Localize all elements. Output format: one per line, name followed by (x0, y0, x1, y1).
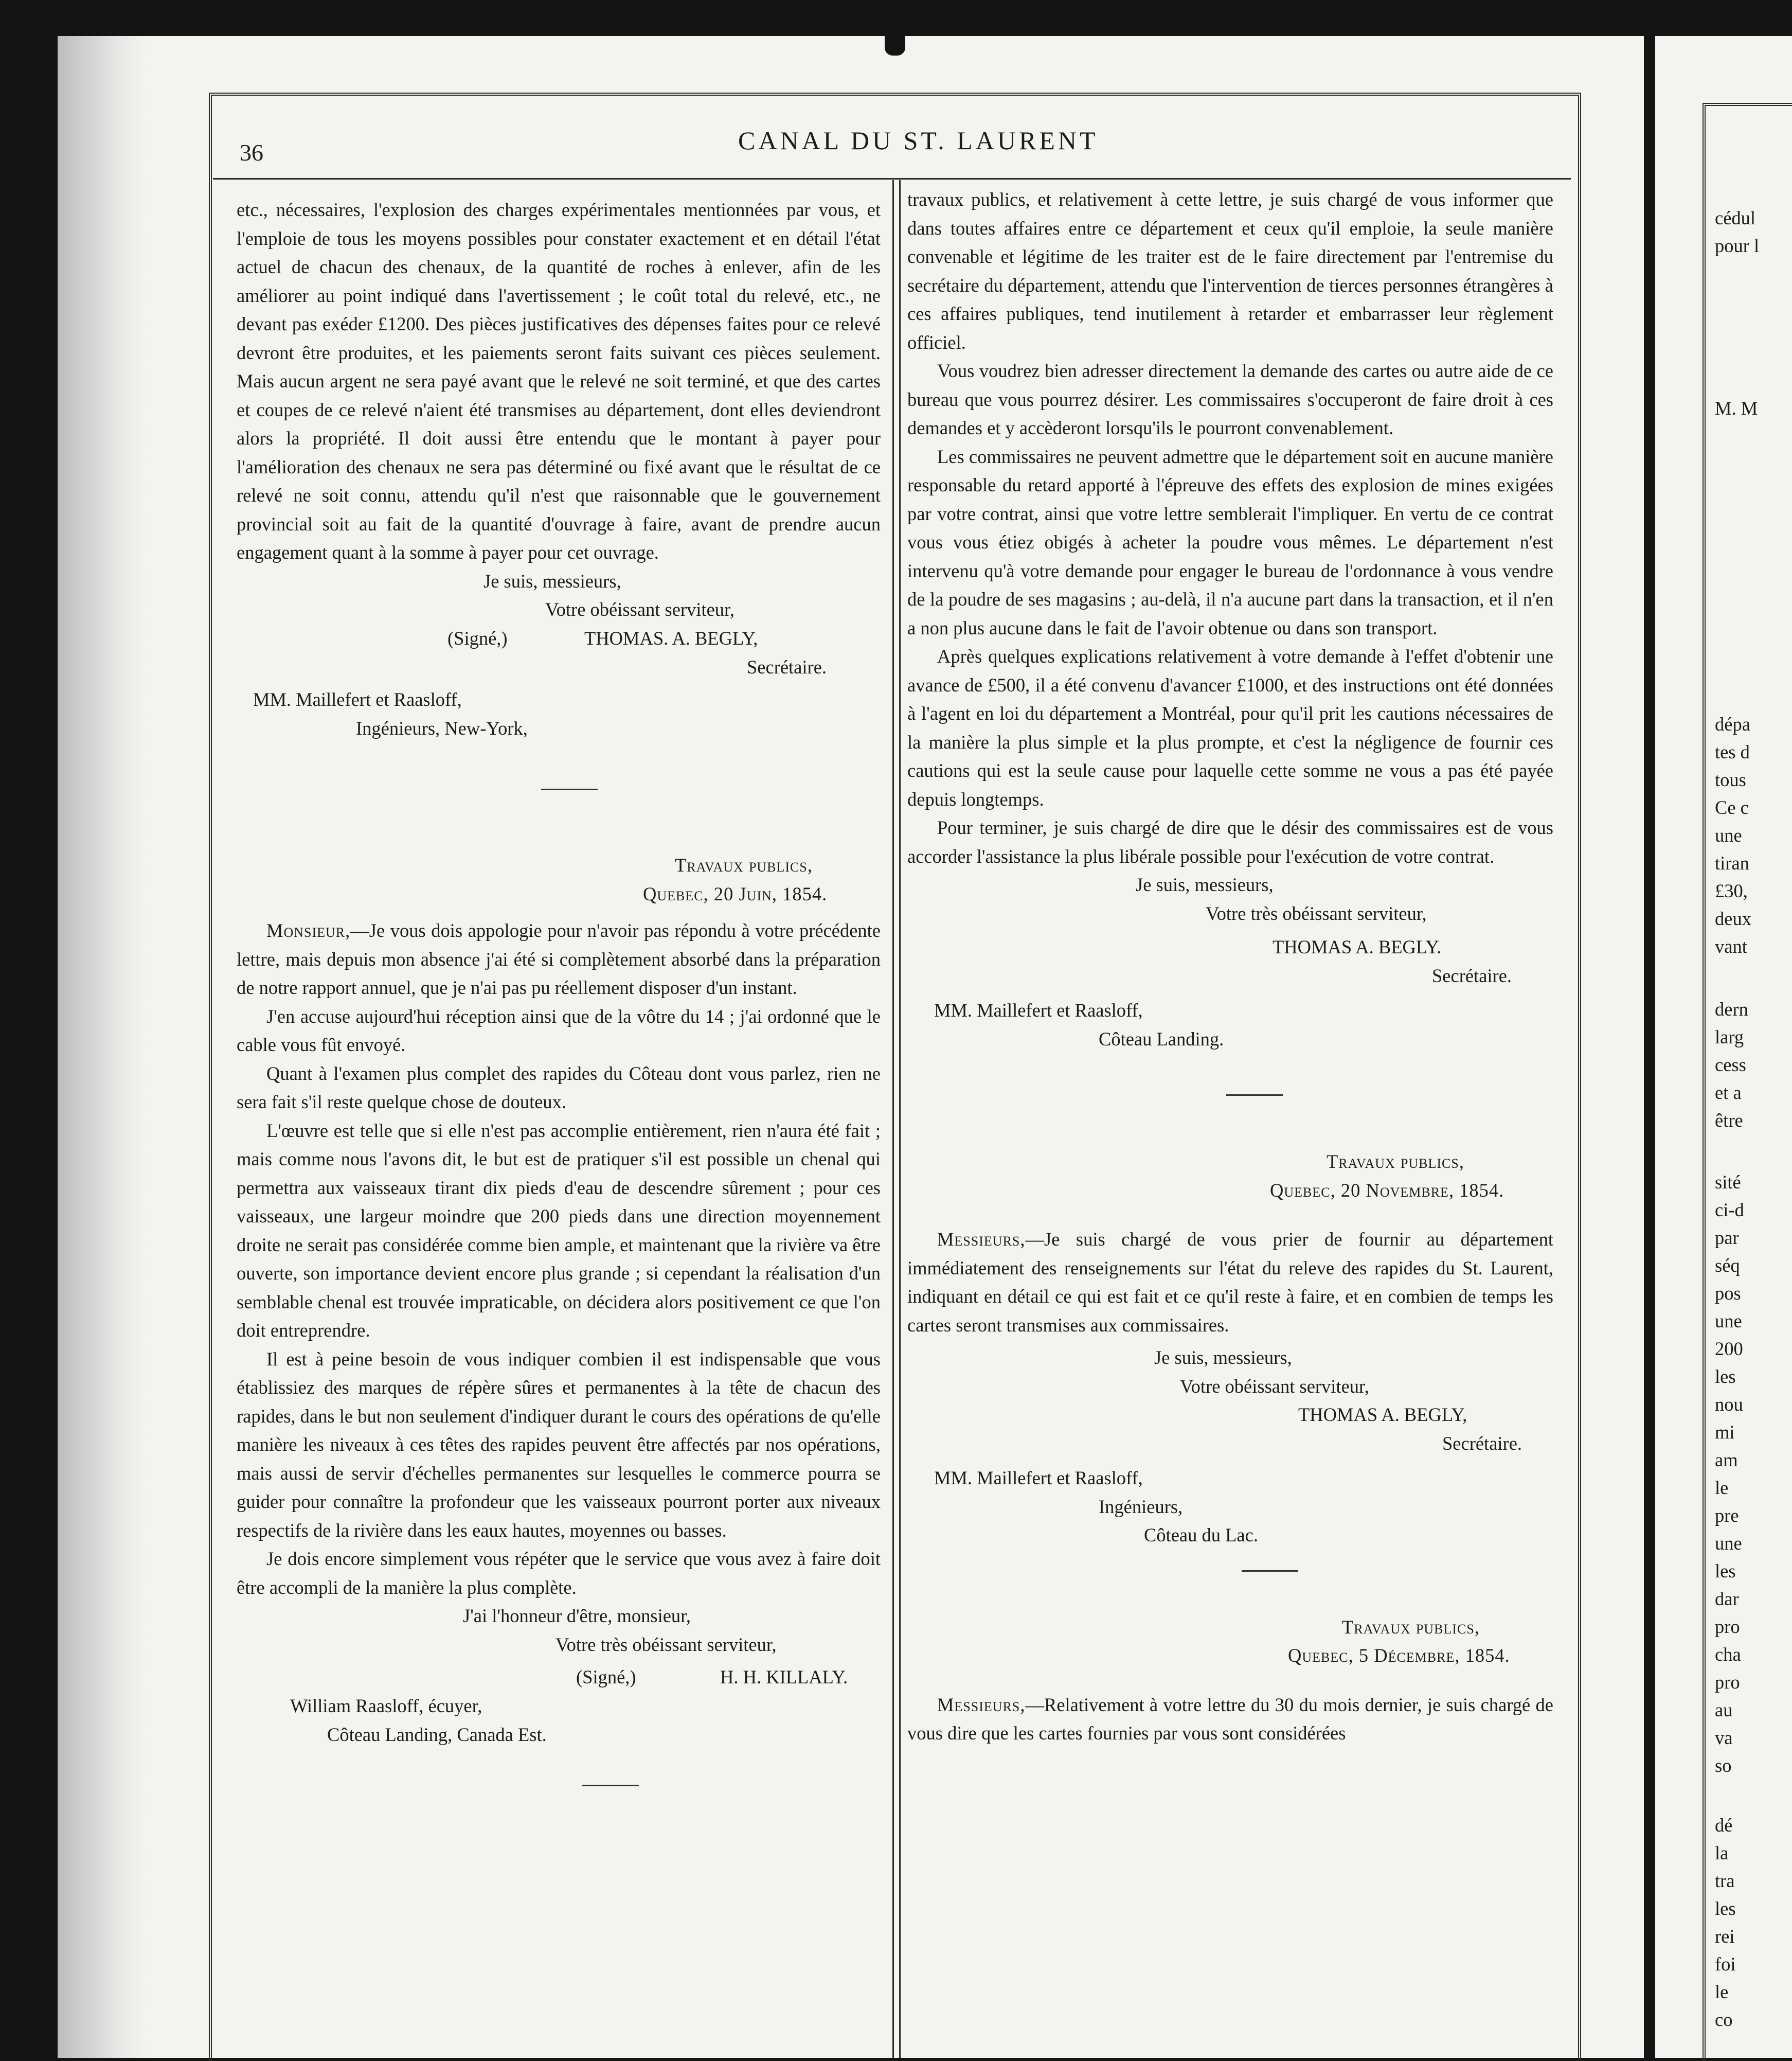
letter1-closing-1: Je suis, messieurs, (483, 570, 621, 592)
running-title: CANAL DU ST. LAURENT (738, 126, 1099, 155)
ink-blot (885, 36, 905, 56)
adjacent-page-fragment: so (1715, 1755, 1732, 1776)
adjacent-page-fragment: deux (1715, 908, 1751, 929)
adjacent-page-fragment: pro (1715, 1672, 1740, 1693)
letter2-signature (237, 1663, 881, 1692)
adjacent-page-fragment: dé (1715, 1815, 1733, 1836)
adjacent-page-fragment: séq (1715, 1255, 1740, 1276)
adjacent-page-fragment: une (1715, 1310, 1742, 1331)
letter3-closing-1: Je suis, messieurs, (1154, 1347, 1292, 1368)
header-rule (213, 178, 1571, 180)
letter2-header-1: Travaux publics, (675, 855, 813, 876)
salutation: Monsieur, (266, 920, 351, 941)
letter2-closing-2: Votre très obéissant serviteur, (555, 1633, 777, 1655)
adjacent-page-fragment: les (1715, 1898, 1736, 1919)
letter3-address-2: Ingénieurs, (1099, 1496, 1183, 1517)
letter3-header-1: Travaux publics, (1327, 1151, 1464, 1172)
letter4-header-2: Quebec, 5 Décembre, 1854. (1288, 1645, 1510, 1666)
letter4-p1-text: —Relativement à votre lettre du 30 du mois dernier, je suis chargé de vous dire que les cartes fournies par vous sont considérées (907, 1694, 1553, 1744)
adjacent-page-fragment: ci-d (1715, 1199, 1744, 1220)
adjacent-page-fragment: une (1715, 825, 1742, 846)
adjacent-page-fragment: cha (1715, 1644, 1741, 1665)
letter2-paragraph-4: L'œuvre est telle que si elle n'est pas accomplie entièrement, rien n'aura été fait ; mais comme nous l'avons dit, le but est de pratiquer s'il est possible un chenal qui permettra aux vaisseaux tirant dix pieds d'eau de descendre sûrement ; pour ces vaisseaux, une largeur moindre que 200 pieds dans une direction moyennement droite ne serait pas considérée comme bien ample, et maintenant que la rivière va être ouverte, son importance devient encore plus grande ; si cependant la réalisation d'un semblable chenal est trouvée impraticable, on décidera alors positivement ce que l'on doit entreprendre. (237, 1120, 881, 1341)
salutation: Messieurs, (937, 1694, 1026, 1715)
letter2-address-2: Côteau Landing, Canada Est. (327, 1724, 547, 1745)
page-edge-shadow (58, 36, 145, 2058)
adjacent-page-fragment: les (1715, 1366, 1736, 1387)
letter1-closing-2: Votre obéissant serviteur, (545, 599, 734, 620)
letter-cont-paragraph-5: Pour terminer, je suis chargé de dire que le désir des commissaires est de vous accorder l'assistance la plus libérale possible pour l'exécution de votre contrat. (907, 817, 1553, 867)
adjacent-page-fragment: co (1715, 2009, 1733, 2030)
adjacent-page-fragment: cess (1715, 1054, 1746, 1075)
adjacent-page-fragment: pos (1715, 1283, 1741, 1304)
signed-mark: (Signé,) (447, 627, 508, 649)
letter2-closing-1: J'ai l'honneur d'être, monsieur, (463, 1605, 691, 1626)
letter2-paragraph-2: J'en accuse aujourd'hui réception ainsi que de la vôtre du 14 ; j'ai ordonné que le cable vous fût envoyé. (237, 1005, 881, 1055)
signer-title: Secrétaire. (1432, 965, 1512, 986)
adjacent-page-fragment: dern (1715, 999, 1748, 1020)
letter3-closing-2: Votre obéissant serviteur, (1180, 1375, 1369, 1397)
adjacent-page-fragment: am (1715, 1449, 1738, 1470)
letter2-paragraph-5: Il est à peine besoin de vous indiquer combien il est indispensable que vous établissiez des marques de répère sûres et permanentes à la tête de chacun des rapides, dans le but non seulement d'indiquer durant le cours des opérations de qu'elle manière les niveaux à ces têtes des rapides peuvent être affectés par nos opérations, mais aussi de servir d'échelles permanentes sur lesquelles le commerce pourra se guider pour connaître la profondeur que les vaisseaux pourront porter aux niveaux respectifs de la rivière dans les eaux hautes, moyennes ou basses. (237, 1348, 881, 1541)
adjacent-page-fragment: sité (1715, 1171, 1741, 1193)
letter2-p1-text: —Je vous dois appologie pour n'avoir pas répondu à votre précédente lettre, mais depuis mon absence j'ai été si complètement absorbé dans la préparation de notre rapport annuel, que je n'ai pas pu réellement disposer d'un instant. (237, 920, 881, 998)
gutter-shadow (1644, 0, 1655, 2058)
adjacent-page-fragment: cédul (1715, 207, 1756, 228)
letter-cont-closing-1: Je suis, messieurs, (1136, 874, 1274, 895)
letter2-paragraph-1 (237, 916, 881, 1002)
letter3-p1-text: —Je suis chargé de vous prier de fournir au département immédiatement des renseignements sur l'état du releve des rapides du St. Laurent, indiquant en détail ce qui est fait et ce qu'il reste à faire, et en combien de temps les cartes seront transmises aux commissaires. (907, 1229, 1553, 1336)
letter3-address-3: Côteau du Lac. (1144, 1524, 1258, 1545)
letter-cont-paragraph-4: Après quelques explications relativement à votre demande à l'effet d'obtenir une avance de £500, il a été convenu d'avancer £1000, et des instructions ont été données à l'agent en loi du département a Montréal, pour qu'il prit les cautions nécessaires de la manière la plus simple et la plus prompte, et c'est la négligence de fournir ces cautions qui est la seule cause pour laquelle cette somme ne vous a pas été payée depuis longtemps. (907, 646, 1553, 810)
separator-dash (582, 1785, 639, 1786)
adjacent-page-fragment: dar (1715, 1588, 1739, 1609)
adjacent-page-fragment: pre (1715, 1505, 1739, 1526)
letter1-signature (237, 624, 881, 653)
signer-title: Secrétaire. (1442, 1432, 1522, 1454)
letter3-address-1: MM. Maillefert et Raasloff, (934, 1467, 1143, 1488)
adjacent-page-fragment: tous (1715, 769, 1746, 790)
signer-title: Secrétaire. (747, 656, 827, 678)
letter1-body: etc., nécessaires, l'explosion des charges expérimentales mentionnées par vous, et l'emploie de tous les moyens possibles pour constater exactement et en détail l'état actuel de chacun des chenaux, de la quantité de roches à enlever, afin de les améliorer au point indiqué dans l'avertissement ; le coût total du relevé, etc., ne devant pas exéder £1200. Des pièces justificatives des dépenses faites pour ce relevé devront être produites, et les paiements seront faits suivant ces pièces seulement. Mais aucun argent ne sera payé avant que le relevé ne soit terminé, et que des cartes et coupes de ce relevé n'aient été transmises au département, dont elles deviendront alors la propriété. Il doit aussi être entendu que le montant à payer pour l'amélioration des chenaux ne sera pas déterminé ou fixé avant que le résultat de ce relevé ne soit connu, attendu qu'il n'est que raisonnable que le gouvernement provincial soit au fait de la quantité d'ouvrage à faire, avant de prendre aucun engagement quant à la somme à payer pour cet ouvrage. (237, 199, 881, 563)
letter-cont-address-2: Côteau Landing. (1099, 1028, 1224, 1050)
letter2-address-1: William Raasloff, écuyer, (290, 1695, 482, 1716)
adjacent-page-fragment: au (1715, 1699, 1733, 1720)
letter3-header-2: Quebec, 20 Novembre, 1854. (1270, 1179, 1504, 1201)
adjacent-page-fragment: une (1715, 1533, 1742, 1554)
adjacent-page-fragment: tiran (1715, 852, 1749, 874)
letter1-address-2: Ingénieurs, New-York, (356, 717, 528, 739)
adjacent-page-fragment: larg (1715, 1026, 1744, 1047)
letter3-paragraph-1 (907, 1225, 1553, 1339)
signed-mark: (Signé,) (576, 1666, 636, 1687)
adjacent-page-fragment: £30, (1715, 880, 1748, 901)
adjacent-page-fragment: Ce c (1715, 797, 1749, 818)
adjacent-page-fragment: nou (1715, 1394, 1743, 1415)
adjacent-page-fragment: et a (1715, 1082, 1742, 1103)
adjacent-page-fragment: M. M (1715, 398, 1758, 419)
letter1-address-1: MM. Maillefert et Raasloff, (253, 689, 462, 710)
adjacent-page-fragment: le (1715, 1477, 1729, 1498)
adjacent-page-fragment: les (1715, 1560, 1736, 1582)
signer-name: THOMAS A. BEGLY. (1273, 936, 1442, 957)
adjacent-page-fragment: tes d (1715, 741, 1750, 762)
adjacent-page-fragment: pro (1715, 1616, 1740, 1637)
adjacent-page-fragment: être (1715, 1110, 1743, 1131)
letter-cont-address-1: MM. Maillefert et Raasloff, (934, 1000, 1143, 1021)
letter-cont-paragraph-1: travaux publics, et relativement à cette lettre, je suis chargé de vous informer que dans toutes affaires entre ce département et ceux qu'il emploie, la seule manière convenable et légitime de les traiter est de le faire directement par l'entremise du secrétaire du département, attendu que l'intervention de tierces personnes étrangères à ces affaires publiques, tend inutilement à retarder et embarrasser leur règlement officiel. (907, 189, 1553, 353)
right-column (907, 185, 1553, 1748)
letter4-header-1: Travaux publics, (1342, 1616, 1480, 1638)
salutation: Messieurs, (937, 1229, 1026, 1250)
letter2-paragraph-3: Quant à l'examen plus complet des rapides du Côteau dont vous parlez, rien ne sera fait s'il reste quelque chose de douteux. (237, 1062, 881, 1112)
adjacent-page-fragment: dépa (1715, 714, 1750, 735)
adjacent-page-fragment: pour l (1715, 235, 1760, 256)
adjacent-page-fragment: 200 (1715, 1338, 1743, 1359)
adjacent-page-fragment: mi (1715, 1422, 1735, 1443)
left-column (237, 196, 881, 1786)
adjacent-page-fragment: vant (1715, 936, 1747, 957)
adjacent-page-fragment: par (1715, 1227, 1739, 1248)
letter-cont-closing-2: Votre très obéissant serviteur, (1206, 902, 1427, 924)
adjacent-page-fragment: tra (1715, 1870, 1735, 1891)
letter-cont-paragraph-3: Les commissaires ne peuvent admettre que le département soit en aucune manière responsable du retard apporté à l'épreuve des effets des explosion de mines exigées par votre contrat, ainsi que votre lettre semblerait l'impliquer. En vertu de ce contrat vous vous étiez obigés à acheter la poudre vous mêmes. Le département n'est intervenu qu'à votre demande pour engager le bureau de l'ordonnance à vous vendre de la poudre de ses magasins ; au-delà, il n'a aucune part dans la transaction, et il n'en a non plus aucune dans le fait de l'avoir obtenue ou dans son transport. (907, 446, 1553, 638)
adjacent-page-fragment: rei (1715, 1926, 1735, 1947)
signer-name: THOMAS A. BEGLY, (1298, 1404, 1467, 1425)
adjacent-page-fragment: la (1715, 1842, 1729, 1863)
letter2-paragraph-6: Je dois encore simplement vous répéter que le service que vous avez à faire doit être accompli de la manière la plus complète. (237, 1548, 881, 1598)
adjacent-page-fragment: le (1715, 1981, 1729, 2002)
letter-cont-paragraph-2: Vous voudrez bien adresser directement la demande des cartes ou autre aide de ce bureau que vous pourrez désirer. Les commissaires s'occuperont de faire droit à ces demandes et y accèderont lorsqu'ils le pourront convenablement. (907, 360, 1553, 438)
letter2-header-2: Quebec, 20 Juin, 1854. (643, 883, 828, 904)
signer-name: H. H. KILLALY. (720, 1666, 848, 1687)
signer-name: THOMAS. A. BEGLY, (584, 627, 758, 649)
column-rule (892, 180, 901, 2058)
adjacent-page-fragment: foi (1715, 1953, 1736, 1975)
page-number: 36 (240, 139, 263, 166)
adjacent-page-fragment: va (1715, 1727, 1733, 1748)
letter4-paragraph-1 (907, 1691, 1553, 1748)
